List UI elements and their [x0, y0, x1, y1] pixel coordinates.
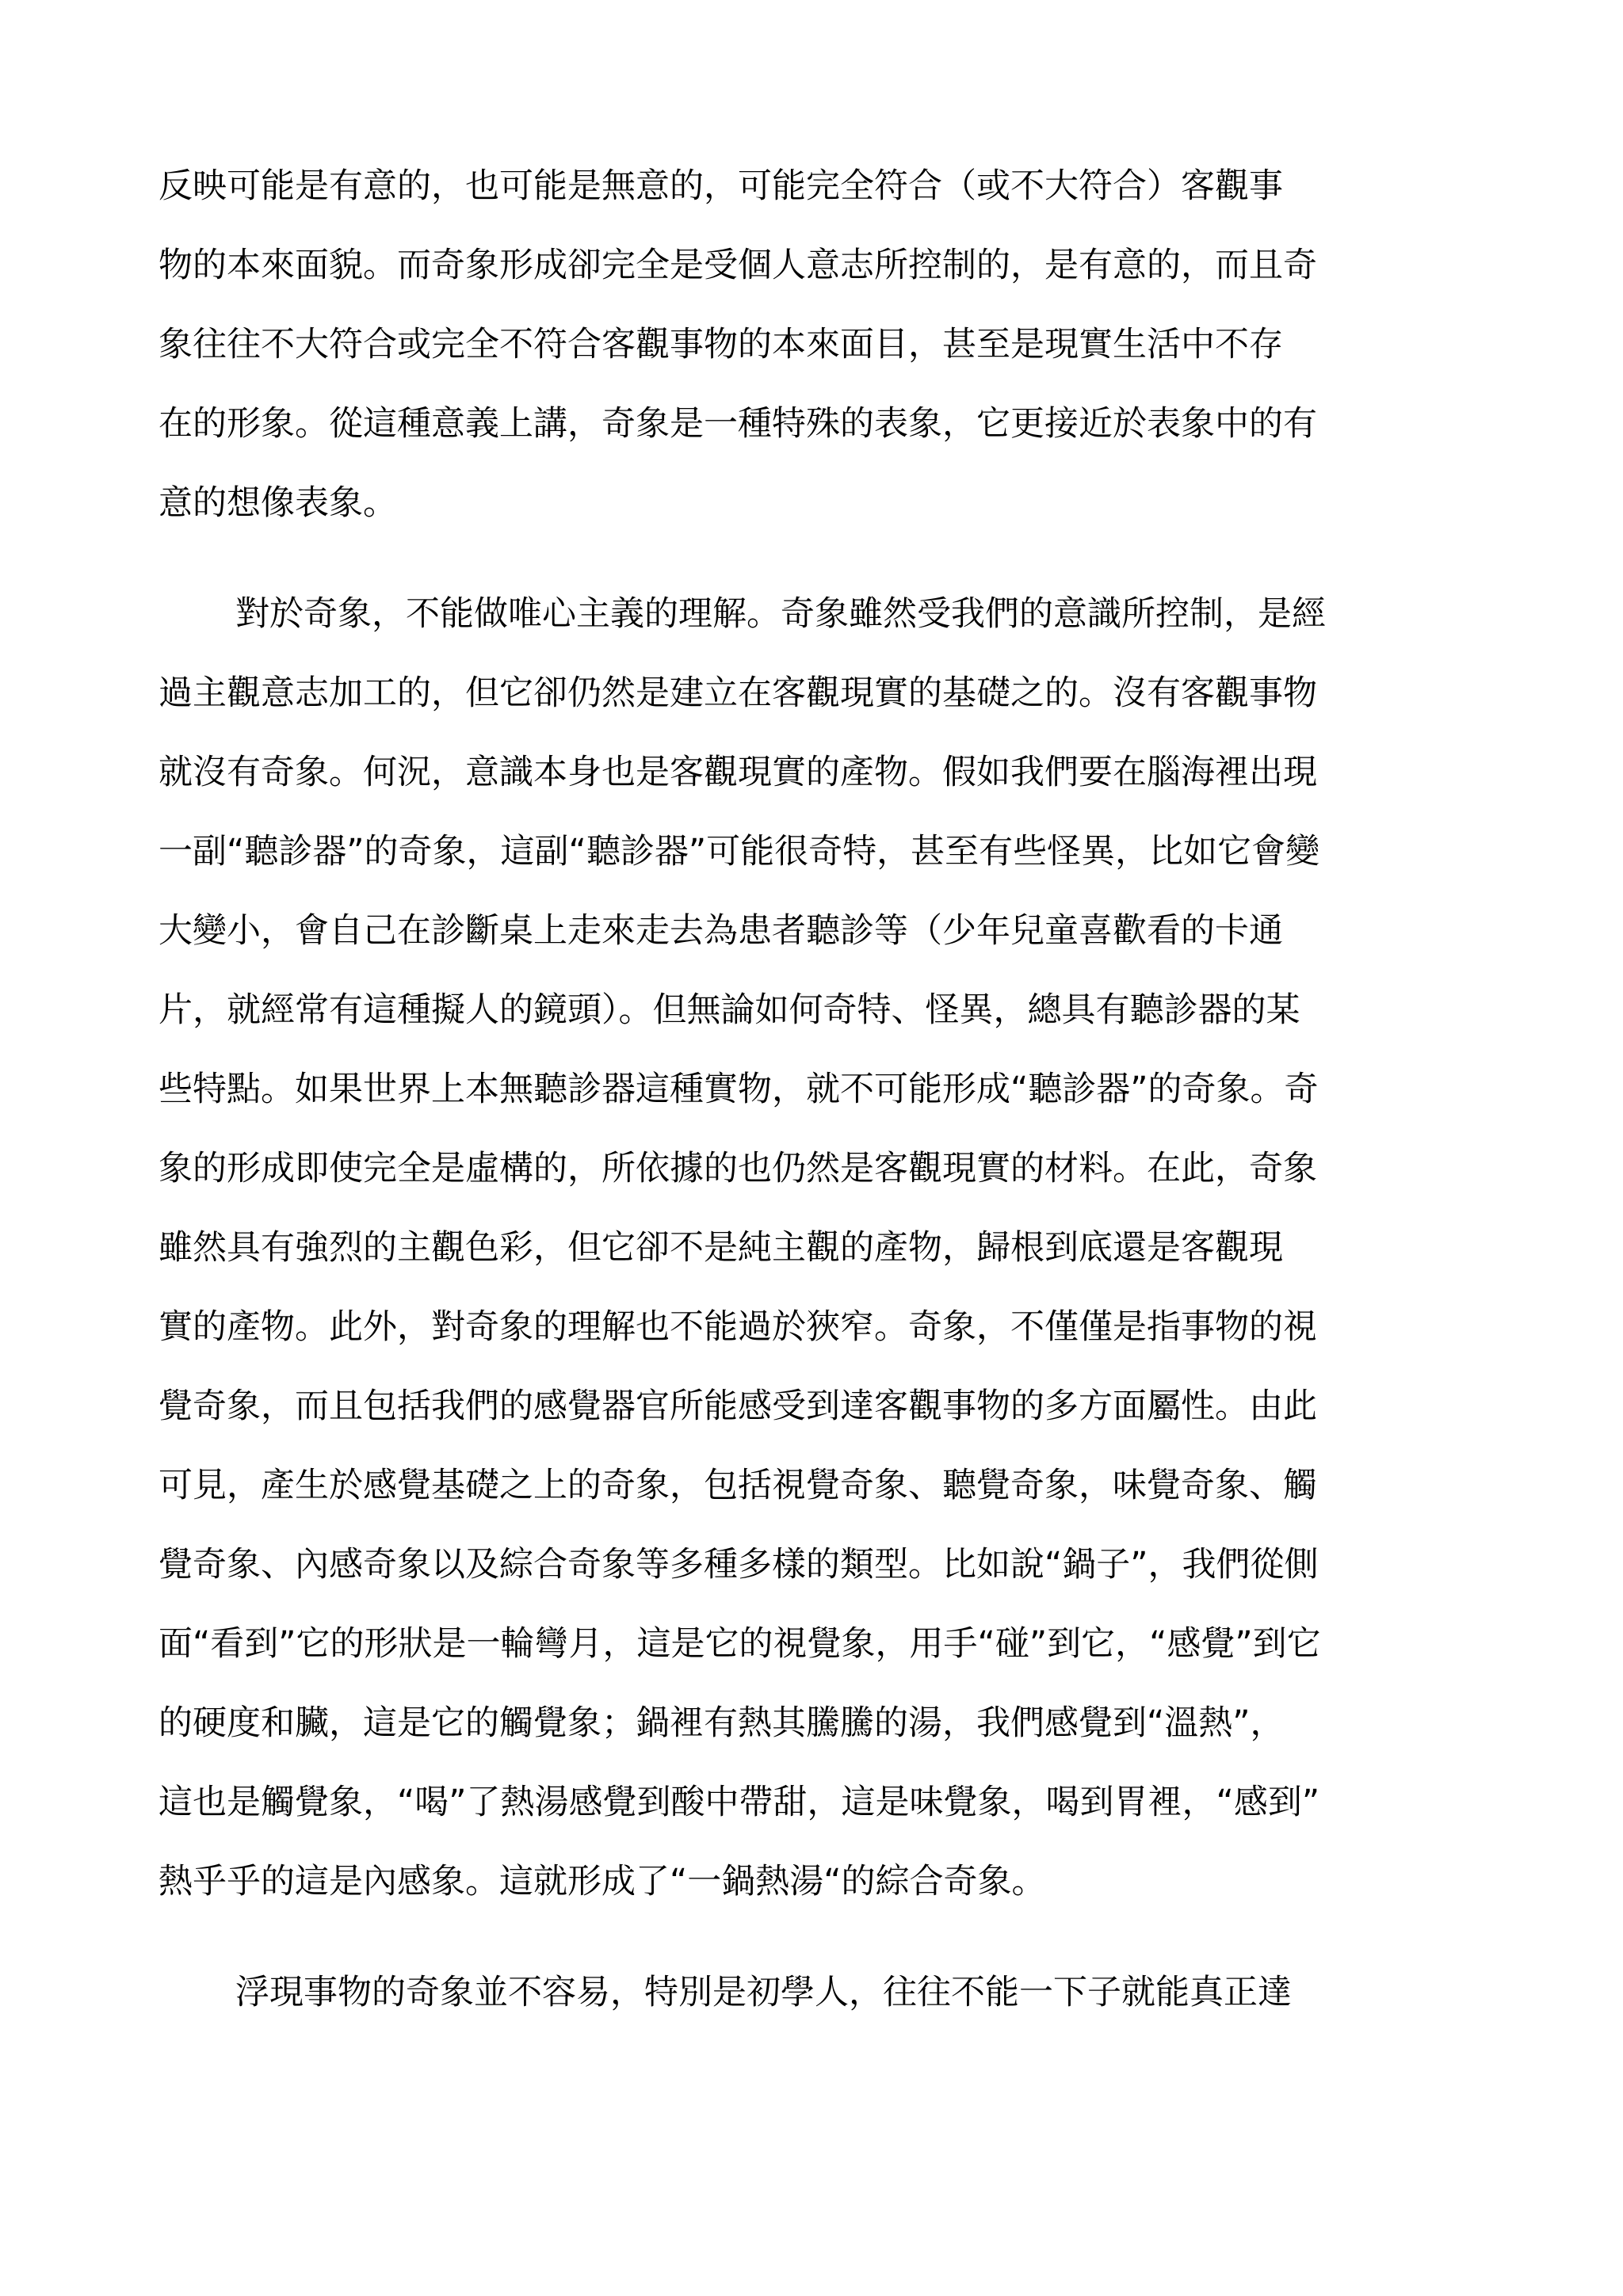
text-line: 象往往不大符合或完全不符合客觀事物的本來面目，甚至是現實生活中不存 [158, 325, 1283, 364]
paragraph-first-line: 浮現事物的奇象並不容易，特別是初學人，往往不能一下子就能真正達 [235, 1973, 1292, 2012]
text-line: 覺奇象、內感奇象以及綜合奇象等多種多樣的類型。比如說“鍋子”，我們從側 [158, 1545, 1319, 1585]
text-line: 片，就經常有這種擬人的鏡頭）。但無論如何奇特、怪異，總具有聽診器的某 [158, 990, 1300, 1030]
text-line: 覺奇象，而且包括我們的感覺器官所能感受到達客觀事物的多方面屬性。由此 [158, 1386, 1317, 1426]
text-line: 反映可能是有意的，也可能是無意的，可能完全符合（或不大符合）客觀事 [158, 166, 1283, 206]
text-line: 過主觀意志加工的，但它卻仍然是建立在客觀現實的基礎之的。沒有客觀事物 [158, 673, 1317, 713]
text-line: 些特點。如果世界上本無聽診器這種實物，就不可能形成“聽診器”的奇象。奇 [158, 1070, 1319, 1109]
text-line: 就沒有奇象。何況，意識本身也是客觀現實的產物。假如我們要在腦海裡出現 [158, 753, 1317, 792]
text-line: 在的形象。從這種意義上講，奇象是一種特殊的表象，它更接近於表象中的有 [158, 404, 1317, 444]
text-line: 物的本來面貌。而奇象形成卻完全是受個人意志所控制的，是有意的，而且奇 [158, 246, 1317, 285]
text-line: 意的想像表象。 [158, 483, 397, 523]
text-line: 面“看到”它的形狀是一輪彎月，這是它的視覺象，用手“碰”到它，“感覺”到它 [158, 1624, 1321, 1664]
text-line: 象的形成即使完全是虛構的，所依據的也仍然是客觀現實的材料。在此，奇象 [158, 1149, 1317, 1188]
text-line: 大變小，會自己在診斷桌上走來走去為患者聽診等（少年兒童喜歡看的卡通 [158, 911, 1283, 951]
text-line: 一副“聽診器”的奇象，這副“聽診器”可能很奇特，甚至有些怪異，比如它會變 [158, 832, 1320, 871]
text-line: 實的產物。此外，對奇象的理解也不能過於狹窄。奇象，不僅僅是指事物的視 [158, 1307, 1317, 1347]
text-line: 雖然具有強烈的主觀色彩，但它卻不是純主觀的產物，歸根到底還是客觀現 [158, 1228, 1283, 1268]
text-line: 的硬度和臟，這是它的觸覺象；鍋裡有熱其騰騰的湯，我們感覺到“溫熱”， [158, 1703, 1285, 1743]
paragraph-first-line: 對於奇象，不能做唯心主義的理解。奇象雖然受我們的意識所控制，是經 [235, 594, 1326, 634]
text-line: 熱乎乎的這是內感象。這就形成了“一鍋熱湯“的綜合奇象。 [158, 1862, 1046, 1901]
text-line: 可見，產生於感覺基礎之上的奇象，包括視覺奇象、聽覺奇象，味覺奇象、觸 [158, 1466, 1317, 1505]
text-line: 這也是觸覺象，“喝”了熱湯感覺到酸中帶甜，這是味覺象，喝到胃裡，“感到” [158, 1783, 1320, 1822]
